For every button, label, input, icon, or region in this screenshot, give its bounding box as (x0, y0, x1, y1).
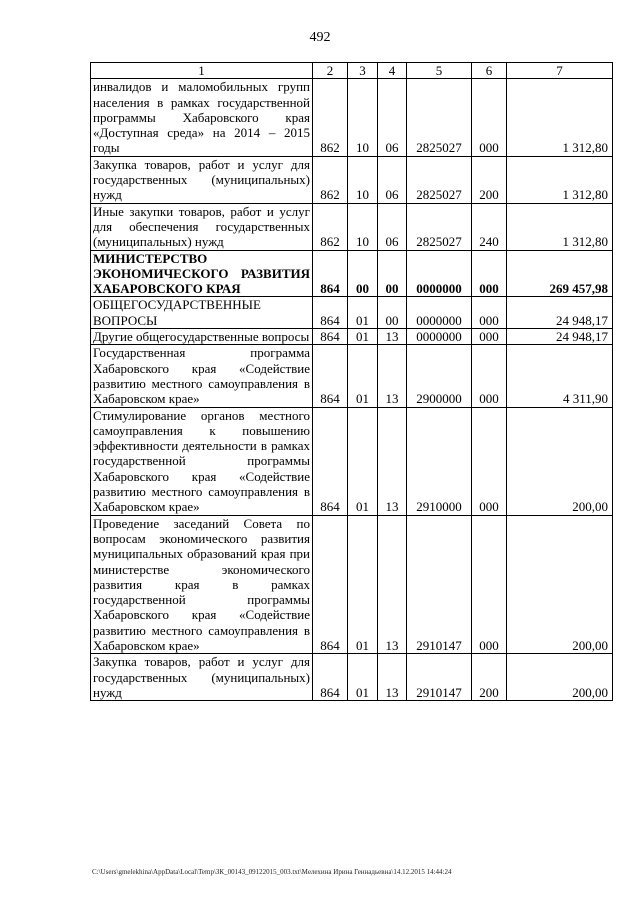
row-expense-type-cell: 000 (472, 407, 507, 515)
row-ministry-code-cell: 864 (313, 654, 348, 701)
row-section-cell: 10 (348, 156, 378, 203)
row-ministry-code-cell: 862 (313, 203, 348, 250)
row-expense-type-cell: 000 (472, 515, 507, 654)
row-name-cell: Иные закупки товаров, работ и услуг для обеспечения государственных (муниципальных) нужд (91, 203, 313, 250)
row-expense-type-cell: 200 (472, 156, 507, 203)
row-section-cell: 10 (348, 79, 378, 156)
row-section-cell: 01 (348, 329, 378, 345)
column-header-5: 5 (407, 63, 472, 79)
table-row (91, 329, 613, 345)
row-amount-cell: 4 311,90 (507, 345, 613, 407)
row-amount-cell: 1 312,80 (507, 79, 613, 156)
column-header-2: 2 (313, 63, 348, 79)
file-path-footer: C:\Users\gmelekhina\AppData\Local\Temp\ЗК_00143_09122015_003.txt\Мелехина Ирина Геннадьевна\14.12.2015 14:44:24 (92, 868, 452, 876)
row-subsection-cell: 06 (378, 79, 407, 156)
row-section-cell: 00 (348, 250, 378, 297)
row-target-article-cell: 2910000 (407, 407, 472, 515)
row-subsection-cell: 13 (378, 407, 407, 515)
row-subsection-cell: 13 (378, 345, 407, 407)
row-section-cell: 01 (348, 515, 378, 654)
table-row (91, 345, 613, 407)
row-expense-type-cell: 000 (472, 79, 507, 156)
row-expense-type-cell: 000 (472, 345, 507, 407)
row-ministry-code-cell: 864 (313, 515, 348, 654)
row-expense-type-cell: 000 (472, 297, 507, 329)
column-header-3: 3 (348, 63, 378, 79)
row-subsection-cell: 06 (378, 203, 407, 250)
row-expense-type-cell: 240 (472, 203, 507, 250)
row-section-cell: 01 (348, 407, 378, 515)
row-target-article-cell: 0000000 (407, 297, 472, 329)
row-name-cell: Закупка товаров, работ и услуг для государственных (муниципальных) нужд (91, 654, 313, 701)
table-row (91, 203, 613, 250)
row-target-article-cell: 2825027 (407, 156, 472, 203)
column-header-7: 7 (507, 63, 613, 79)
row-name-cell: ОБЩЕГОСУДАРСТВЕННЫЕ ВОПРОСЫ (91, 297, 313, 329)
row-subsection-cell: 13 (378, 329, 407, 345)
row-amount-cell: 200,00 (507, 515, 613, 654)
row-amount-cell: 24 948,17 (507, 329, 613, 345)
table-row (91, 156, 613, 203)
table-row (91, 654, 613, 701)
row-amount-cell: 269 457,98 (507, 250, 613, 297)
row-ministry-code-cell: 862 (313, 79, 348, 156)
table-row (91, 297, 613, 329)
row-ministry-code-cell: 864 (313, 297, 348, 329)
row-name-cell: МИНИСТЕРСТВО ЭКОНОМИЧЕСКОГО РАЗВИТИЯ ХАБАРОВСКОГО КРАЯ (91, 250, 313, 297)
row-subsection-cell: 06 (378, 156, 407, 203)
row-target-article-cell: 2825027 (407, 203, 472, 250)
table-body (91, 79, 613, 701)
row-target-article-cell: 2825027 (407, 79, 472, 156)
row-ministry-code-cell: 864 (313, 250, 348, 297)
column-header-4: 4 (378, 63, 407, 79)
table-row (91, 515, 613, 654)
row-ministry-code-cell: 862 (313, 156, 348, 203)
row-section-cell: 01 (348, 297, 378, 329)
row-amount-cell: 200,00 (507, 654, 613, 701)
row-section-cell: 01 (348, 654, 378, 701)
row-subsection-cell: 00 (378, 250, 407, 297)
row-target-article-cell: 2910147 (407, 654, 472, 701)
row-target-article-cell: 0000000 (407, 250, 472, 297)
row-target-article-cell: 0000000 (407, 329, 472, 345)
row-subsection-cell: 00 (378, 297, 407, 329)
row-ministry-code-cell: 864 (313, 345, 348, 407)
table-row (91, 407, 613, 515)
row-name-cell: Другие общегосударственные вопросы (91, 329, 313, 345)
row-section-cell: 10 (348, 203, 378, 250)
row-subsection-cell: 13 (378, 654, 407, 701)
table-row (91, 250, 613, 297)
budget-table (90, 62, 613, 701)
row-amount-cell: 1 312,80 (507, 156, 613, 203)
row-name-cell: Закупка товаров, работ и услуг для государственных (муниципальных) нужд (91, 156, 313, 203)
row-target-article-cell: 2910147 (407, 515, 472, 654)
row-expense-type-cell: 000 (472, 250, 507, 297)
page-number: 492 (309, 30, 331, 45)
column-header-6: 6 (472, 63, 507, 79)
row-ministry-code-cell: 864 (313, 407, 348, 515)
table-header-row (91, 63, 613, 79)
row-name-cell: Стимулирование органов местного самоуправления к повышению эффективности деятельности в рамках государственной программы Хабаровского края «Содействие развитию местного самоуправления в Хабаровском крае» (91, 407, 313, 515)
row-amount-cell: 24 948,17 (507, 297, 613, 329)
column-header-1: 1 (91, 63, 313, 79)
row-name-cell: Государственная программа Хабаровского края «Содействие развитию местного самоуправления в Хабаровском крае» (91, 345, 313, 407)
row-section-cell: 01 (348, 345, 378, 407)
row-amount-cell: 1 312,80 (507, 203, 613, 250)
row-amount-cell: 200,00 (507, 407, 613, 515)
row-name-cell: инвалидов и маломобильных групп населения в рамках государственной программы Хабаровского края «Доступная среда» на 2014 – 2015 годы (91, 79, 313, 156)
row-expense-type-cell: 200 (472, 654, 507, 701)
row-subsection-cell: 13 (378, 515, 407, 654)
row-ministry-code-cell: 864 (313, 329, 348, 345)
row-expense-type-cell: 000 (472, 329, 507, 345)
table-row (91, 79, 613, 156)
row-name-cell: Проведение заседаний Совета по вопросам экономического развития муниципальных образований края при министерстве экономического развития края в рамках государственной программы Хабаровского края «Содействие развитию местного самоуправления в Хабаровском крае» (91, 515, 313, 654)
row-target-article-cell: 2900000 (407, 345, 472, 407)
